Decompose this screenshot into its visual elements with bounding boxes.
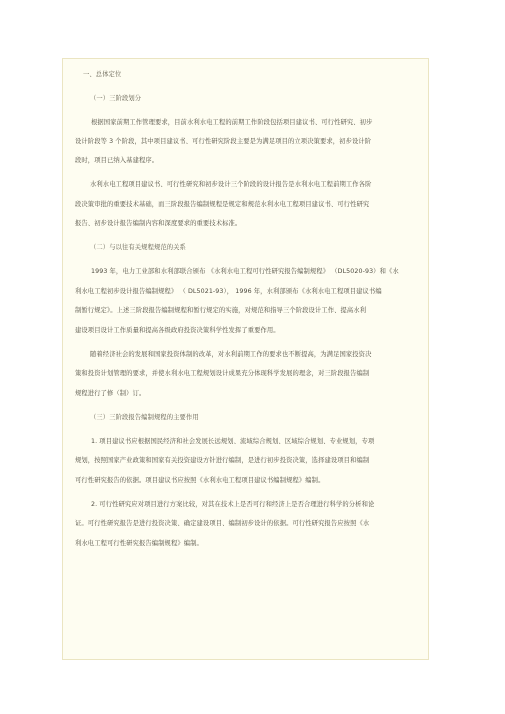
- paragraph-line: 段时，项目已纳入基建程序。: [75, 157, 159, 164]
- paragraph-line: 设计阶段等 3 个阶段，其中项目建议书、可行性研究阶段主要是为满足项目的立项决策要求，初步设计阶: [75, 138, 372, 145]
- paragraph-line: 利水电工程可行性研究报告编制规程》编制。: [75, 540, 203, 547]
- paragraph-line: 规划，按照国家产业政策和国家有关投资建设方针进行编制，是进行初步投资决策，选择建设项目和编制: [75, 457, 370, 464]
- paragraph-line: 段决策审批的重要技术基础，而三阶段报告编制规程是规定和规范水利水电工程项目建议书、可行性研究: [75, 201, 370, 208]
- paragraph-line: 利水电工程初步设计报告编制规程》 （ DL5021-93）， 1996 年，水利部颁布《水利水电工程项目建议书编: [75, 288, 382, 295]
- paragraph-line: 报告、初步设计报告编制内容和深度要求的重要技术标准。: [75, 220, 242, 227]
- paragraph-line: 策和投资计划管理的要求，并使水利水电工程规划设计成果充分体现科学发展的理念，对三阶段报告编制: [75, 370, 370, 377]
- paragraph-line: 根据国家前期工作管理要求，目前水利水电工程的前期工作阶段包括项目建议书、可行性研究、初步: [91, 119, 373, 126]
- paragraph-line: 证。可行性研究报告是进行投资决策、确定建设项目、编制初步设计的依据。可行性研究报告应按照《水: [75, 520, 370, 527]
- section-title: 一、总体定位: [83, 71, 122, 78]
- subsection-title: （一）三阶段划分: [90, 95, 142, 102]
- paragraph-line: 水利水电工程项目建议书、可行性研究和初步设计三个阶段的设计报告是水利水电工程前期工作各阶: [90, 181, 372, 188]
- paragraph-line: 2. 可行性研究应对项目进行方案比较，对其在技术上是否可行和经济上是否合理进行科学的分析和论: [91, 501, 375, 508]
- paragraph-line: 1. 项目建议书应根据国民经济和社会发展长远规划、流域综合规划、区域综合规划、专业规划，专项: [91, 438, 375, 445]
- paragraph-line: 1993 年，电力工业部和水利部联合颁布 《水利水电工程可行性研究报告编制规程》 （DL5020-93）和《水: [91, 268, 399, 275]
- paragraph-line: 建设项目设计工作质量和提高各级政府投资决策科学性发挥了重要作用。: [75, 327, 280, 334]
- paragraph-line: 制暂行规定》。上述三阶段报告编制规程和暂行规定的实施，对规范和指导三个阶段设计工作、提高水利: [75, 307, 367, 314]
- paragraph-line: 可行性研究报告的依据。项目建议书应按照《水利水电工程项目建议书编制规程》编制。: [75, 477, 325, 484]
- paragraph-line: 随着经济社会的发展和国家投资体制的改革，对水利前期工作的要求也不断提高，为满足国家投资决: [90, 351, 372, 358]
- subsection-title: （二）与以往有关规程规范的关系: [90, 244, 186, 251]
- subsection-title: （三）三阶段报告编制规程的主要作用: [90, 414, 199, 421]
- document-page: [62, 58, 429, 660]
- paragraph-line: 规程进行了修（制）订。: [75, 390, 146, 397]
